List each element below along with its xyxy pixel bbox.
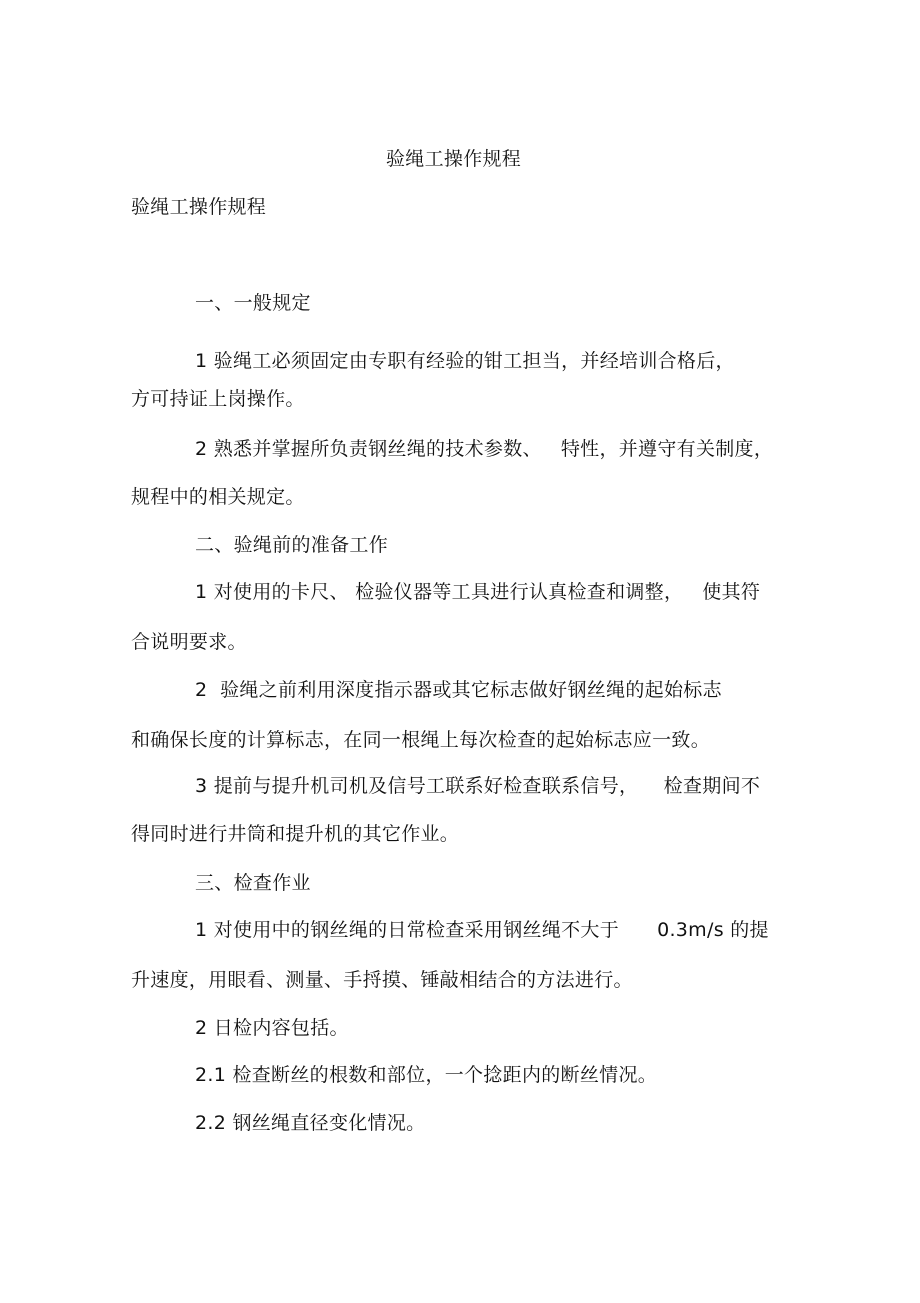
paragraph-line: 升速度，用眼看、测量、手捋摸、锤敲相结合的方法进行。 [131, 969, 633, 991]
paragraph-line: 和确保长度的计算标志，在同一根绳上每次检查的起始标志应一致。 [131, 729, 711, 751]
paragraph-line: 2.2 钢丝绳直径变化情况。 [195, 1112, 426, 1134]
section-heading-inspection: 三、检查作业 [195, 872, 311, 894]
paragraph-line: 规程中的相关规定。 [131, 486, 305, 508]
paragraph-line: 3 提前与提升机司机及信号工联系好检查联系信号， 检查期间不 [195, 775, 761, 797]
paragraph-line: 2 熟悉并掌握所负责钢丝绳的技术参数、 特性，并遵守有关制度， [195, 438, 774, 460]
page-title: 验绳工操作规程 [386, 148, 522, 170]
paragraph-line: 1 对使用的卡尺、 检验仪器等工具进行认真检查和调整， 使其符 [195, 581, 761, 603]
paragraph-line: 1 验绳工必须固定由专职有经验的钳工担当，并经培训合格后， [195, 350, 735, 372]
paragraph-line: 2 验绳之前利用深度指示器或其它标志做好钢丝绳的起始标志 [195, 679, 722, 701]
paragraph-line: 2 日检内容包括。 [195, 1017, 349, 1039]
paragraph-line: 2.1 检查断丝的根数和部位，一个捻距内的断丝情况。 [195, 1064, 658, 1086]
section-heading-preparation: 二、验绳前的准备工作 [195, 534, 389, 556]
paragraph-line: 合说明要求。 [131, 631, 247, 653]
paragraph-line: 方可持证上岗操作。 [131, 388, 305, 410]
paragraph-line: 得同时进行井筒和提升机的其它作业。 [131, 823, 460, 845]
section-heading-general: 一、一般规定 [195, 292, 311, 314]
document-subtitle: 验绳工操作规程 [131, 196, 267, 218]
paragraph-line: 1 对使用中的钢丝绳的日常检查采用钢丝绳不大于 0.3m/s 的提 [195, 919, 769, 941]
